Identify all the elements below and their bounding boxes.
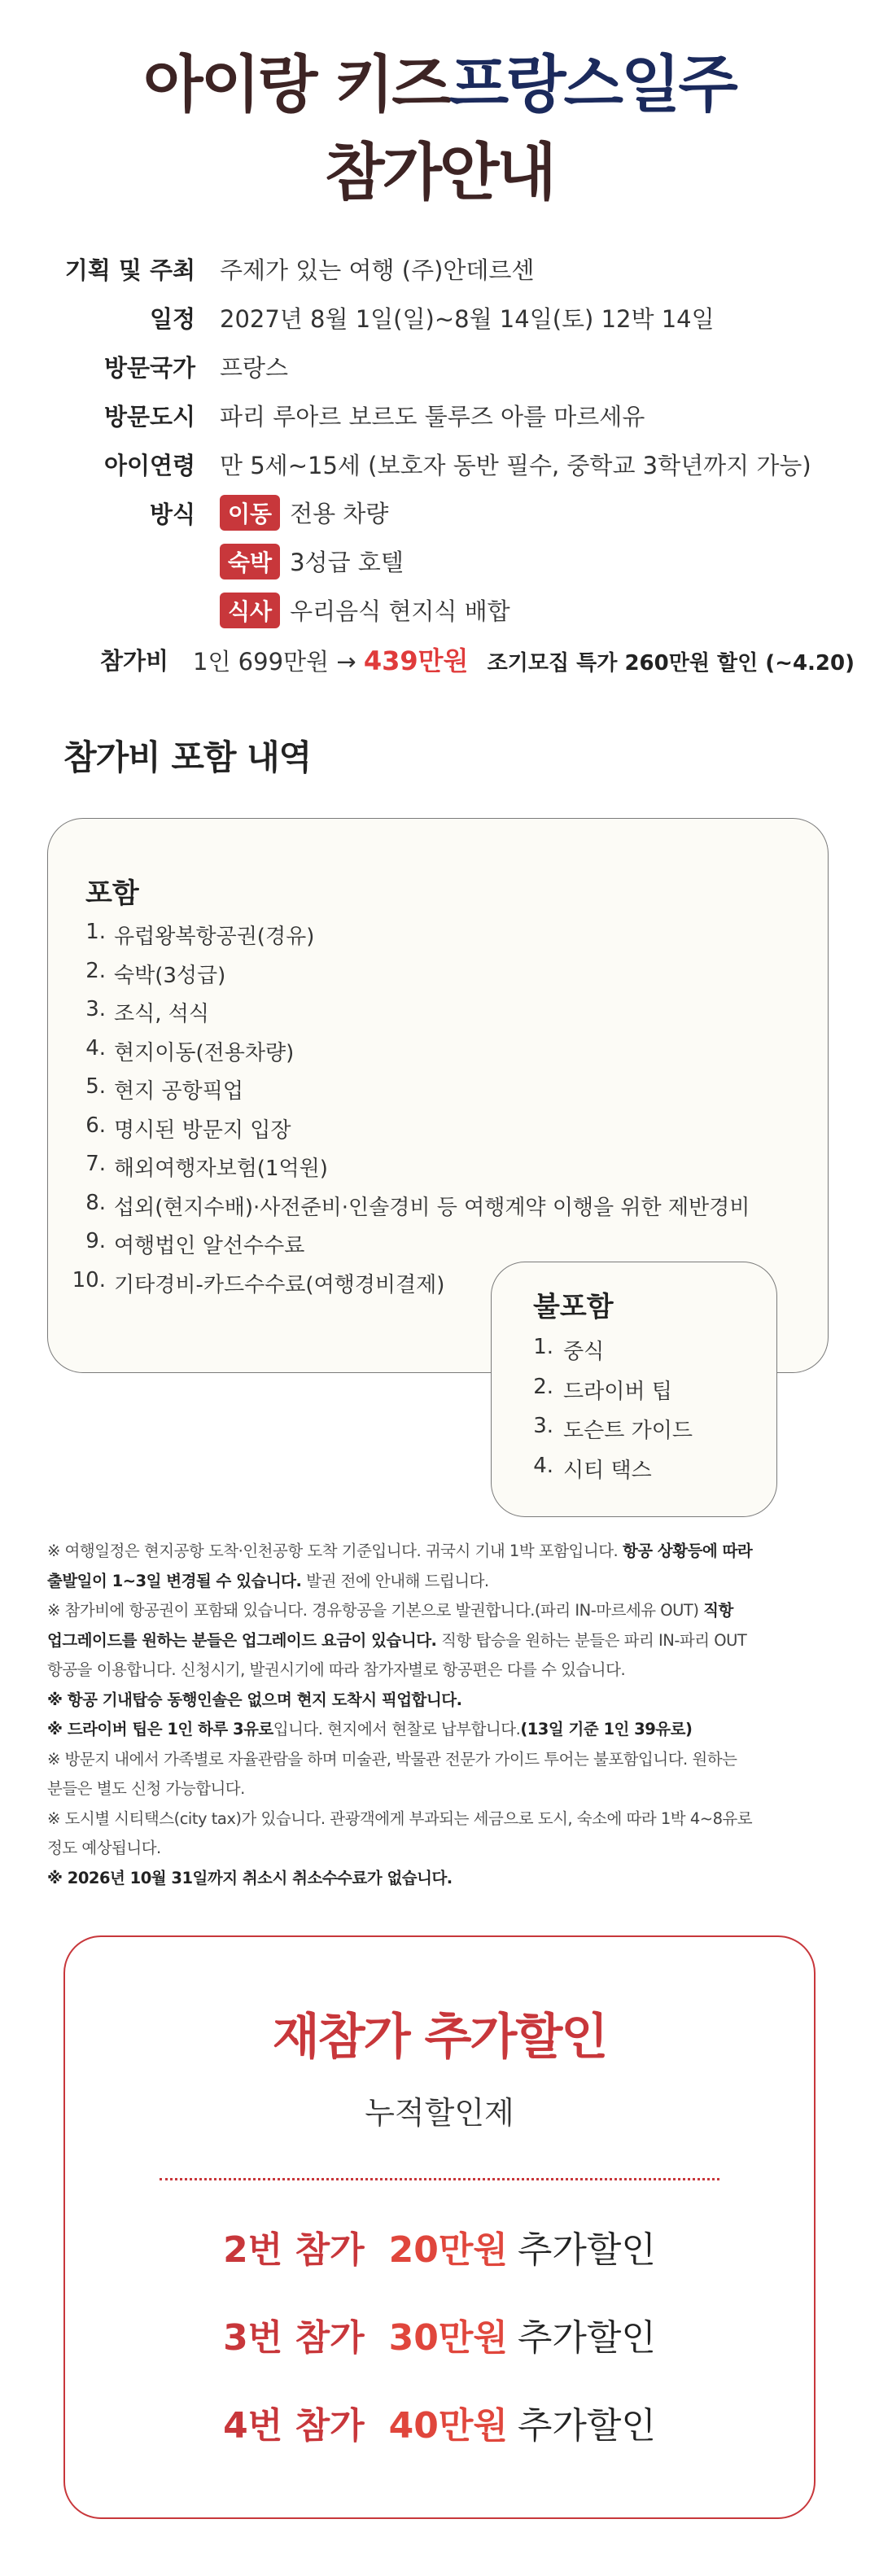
info-value: 만 5세~15세 (보호자 동반 필수, 중학교 3학년까지 가능)	[220, 451, 811, 479]
method-item-transport	[220, 495, 388, 531]
rediscount-row	[0, 2220, 879, 2272]
badge-meal: 식사	[220, 593, 280, 628]
note-5-cont: 분들은 별도 신청 가능합니다.	[47, 1779, 245, 1798]
rediscount-subtitle: 누적할인제	[365, 2095, 514, 2131]
note-6-cont: 정도 예상됩니다.	[47, 1839, 161, 1857]
included-title: 포함	[85, 877, 139, 910]
rediscount-amount: 30만원	[388, 2317, 508, 2359]
fee-original: 1인 699만원 →	[193, 648, 356, 676]
info-value: 프랑스	[220, 353, 289, 382]
list-item: 1. 유럽왕복항공권(경유)	[85, 920, 315, 949]
list-item: 4. 시티 택스	[533, 1453, 652, 1483]
notes	[47, 1537, 837, 1893]
included-section-title: 참가비 포함 내역	[63, 737, 312, 777]
note-3: ※ 항공 기내탑승 동행인솔은 없으며 현지 도착시 픽업합니다.	[47, 1690, 462, 1709]
rediscount-count: 2번 참가	[223, 2229, 365, 2271]
list-item: 1. 중식	[533, 1335, 605, 1364]
badge-lodging: 숙박	[220, 544, 280, 579]
list-item: 7. 해외여행자보험(1억원)	[85, 1152, 328, 1181]
info-label: 일정	[149, 304, 195, 333]
method-item-lodging	[220, 544, 404, 579]
info-label: 방식	[149, 500, 195, 528]
rediscount-count: 4번 참가	[223, 2405, 365, 2447]
note-1: ※ 여행일정은 현지공항 도착·인천공항 도착 기준입니다. 귀국시 기내 1박 포함입니다. 항공 상황등에 따라	[47, 1542, 753, 1560]
info-label: 아이연령	[103, 451, 195, 479]
list-item: 6. 명시된 방문지 입장	[85, 1113, 291, 1143]
method-text: 우리음식 현지식 배합	[290, 597, 510, 625]
fee-value	[193, 641, 855, 678]
info-table	[49, 244, 855, 684]
rediscount-word: 추가할인	[517, 2229, 656, 2271]
info-label: 방문도시	[103, 402, 195, 431]
info-value: 파리 루아르 보르도 툴루즈 아를 마르세유	[220, 402, 645, 431]
info-row-country	[49, 342, 855, 391]
info-value: 주제가 있는 여행 (주)안데르센	[220, 256, 535, 284]
info-row-method-2	[49, 537, 855, 586]
list-item: 2. 드라이버 팁	[533, 1374, 672, 1404]
list-item: 3. 조식, 석식	[85, 997, 209, 1026]
list-item: 10. 기타경비-카드수수료(여행경비결제)	[72, 1267, 445, 1297]
info-row-organizer	[49, 244, 855, 293]
page-title	[0, 41, 879, 216]
info-row-method	[49, 488, 855, 537]
info-value: 2027년 8월 1일(일)~8월 14일(토) 12박 14일	[220, 304, 715, 333]
list-item: 8. 섭외(현지수배)·사전준비·인솔경비 등 여행계약 이행을 위한 제반경비	[85, 1190, 750, 1220]
list-item: 9. 여행법인 알선수수료	[85, 1229, 305, 1258]
note-2: ※ 참가비에 항공권이 포함돼 있습니다. 경유항공을 기본으로 발권합니다.(파리 IN-마르세유 OUT) 직항	[47, 1601, 733, 1620]
rediscount-amount: 40만원	[388, 2405, 508, 2447]
rediscount-row	[0, 2308, 879, 2360]
note-2-cont2: 항공을 이용합니다. 신청시기, 발권시기에 따라 참가자별로 항공편은 다를 수 있습니다.	[47, 1660, 626, 1679]
excluded-list	[521, 1335, 693, 1493]
title-kids: 아이랑 키즈	[143, 48, 449, 120]
info-row-schedule	[49, 293, 855, 342]
method-item-meal	[220, 593, 510, 628]
dotted-divider	[160, 2178, 719, 2180]
rediscount-word: 추가할인	[517, 2405, 656, 2447]
fee-discounted: 439만원	[363, 645, 469, 676]
rediscount-row	[0, 2396, 879, 2448]
rediscount-title: 재참가 추가할인	[272, 2009, 607, 2066]
info-row-method-3	[49, 586, 855, 635]
note-4: ※ 드라이버 팁은 1인 하루 3유로입니다. 현지에서 현찰로 납부합니다.(13일 기준 1인 39유로)	[47, 1720, 693, 1738]
method-text: 전용 차량	[290, 500, 389, 527]
info-label: 방문국가	[103, 353, 195, 382]
info-label: 참가비	[99, 646, 168, 675]
method-text: 3성급 호텔	[290, 549, 404, 576]
note-1-cont: 출발일이 1~3일 변경될 수 있습니다. 발권 전에 안내해 드립니다.	[47, 1571, 489, 1590]
list-item: 4. 현지이동(전용차량)	[85, 1035, 295, 1065]
info-row-fee	[49, 635, 855, 684]
note-7: ※ 2026년 10월 31일까지 취소시 취소수수료가 없습니다.	[47, 1868, 453, 1887]
info-label: 기획 및 주최	[64, 256, 195, 284]
rediscount-word: 추가할인	[517, 2317, 656, 2359]
title-line-2: 참가안내	[325, 136, 554, 208]
note-6: ※ 도시별 시티택스(city tax)가 있습니다. 관광객에게 부과되는 세금으로 도시, 숙소에 따라 1박 4~8유로	[47, 1808, 753, 1828]
list-item: 2. 숙박(3성급)	[85, 958, 226, 988]
title-france: 프랑스일주	[448, 48, 736, 120]
note-2-cont: 업그레이드를 원하는 분들은 업그레이드 요금이 있습니다. 직항 탑승을 원하는 분들은 파리 IN-파리 OUT	[47, 1630, 747, 1650]
rediscount-amount: 20만원	[388, 2229, 508, 2271]
badge-transport: 이동	[220, 495, 280, 531]
list-item: 3. 도슨트 가이드	[533, 1414, 693, 1443]
info-row-age	[49, 440, 855, 488]
rediscount-count: 3번 참가	[223, 2317, 365, 2359]
included-list	[67, 920, 750, 1306]
note-5: ※ 방문지 내에서 가족별로 자율관람을 하며 미술관, 박물관 전문가 가이드 투어는 불포함입니다. 원하는	[47, 1749, 737, 1769]
title-line-1	[0, 41, 879, 129]
info-row-cities	[49, 391, 855, 440]
list-item: 5. 현지 공항픽업	[85, 1074, 243, 1104]
excluded-title: 불포함	[533, 1291, 614, 1323]
fee-note: 조기모집 특가 260만원 할인 (~4.20)	[487, 651, 855, 676]
